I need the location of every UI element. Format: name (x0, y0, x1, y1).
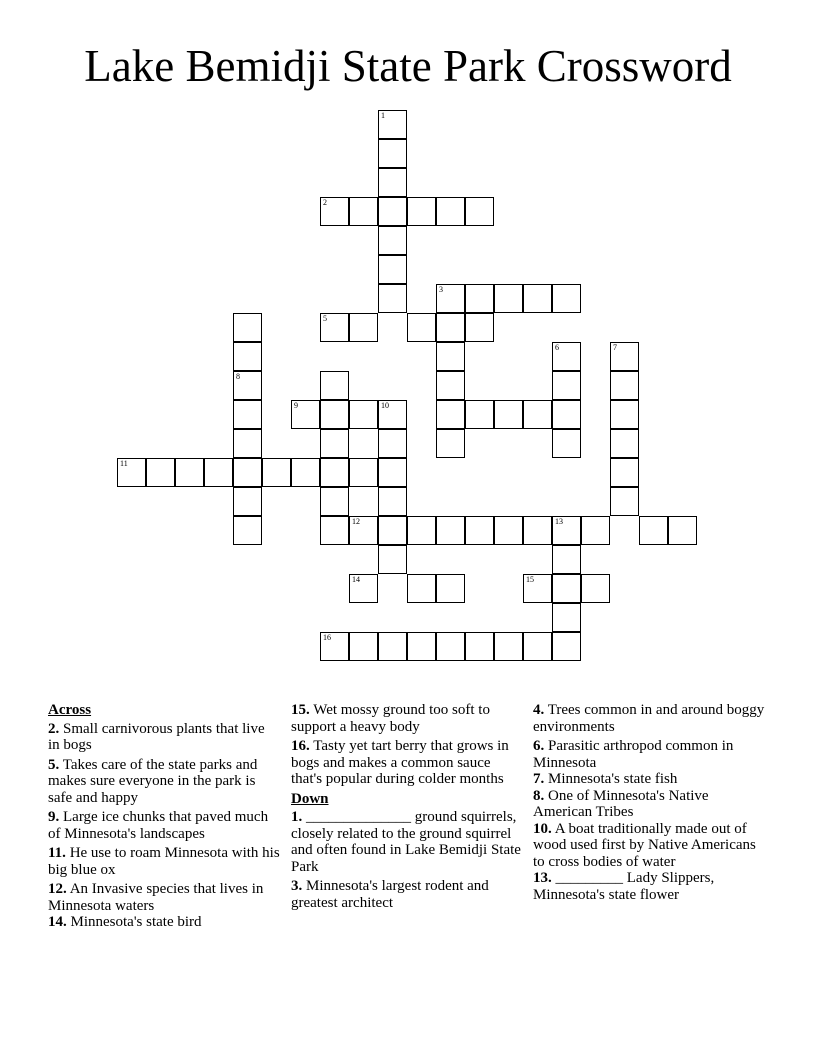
grid-cell[interactable] (610, 429, 639, 458)
grid-cell[interactable] (262, 458, 291, 487)
grid-cell[interactable] (523, 400, 552, 429)
grid-cell[interactable] (523, 516, 552, 545)
grid-cell[interactable] (291, 458, 320, 487)
grid-cell[interactable] (320, 429, 349, 458)
clue-down-7: 7. Minnesota's state fish (533, 771, 678, 787)
grid-cell[interactable] (494, 632, 523, 661)
clues-column-1 (48, 702, 280, 934)
grid-cell[interactable] (465, 284, 494, 313)
clue-across-14: 14. Minnesota's state bird (48, 914, 202, 930)
grid-cell[interactable] (378, 226, 407, 255)
clue-down-8: 8. One of Minnesota's Native American Tribes (533, 787, 709, 820)
clue-across-11: 11. He use to roam Minnesota with his big blue ox (48, 845, 280, 878)
grid-cell[interactable] (552, 371, 581, 400)
grid-cell[interactable] (320, 400, 349, 429)
grid-cell[interactable] (552, 284, 581, 313)
grid-cell[interactable] (233, 487, 262, 516)
clues-column-2 (291, 702, 523, 914)
grid-cell[interactable] (233, 458, 262, 487)
grid-cell[interactable] (349, 313, 378, 342)
grid-cell[interactable] (378, 429, 407, 458)
grid-cell[interactable] (233, 429, 262, 458)
grid-cell[interactable] (233, 516, 262, 545)
grid-cell[interactable] (436, 516, 465, 545)
grid-cell[interactable] (349, 516, 378, 545)
grid-cell[interactable] (494, 516, 523, 545)
down-heading: Down (291, 790, 329, 807)
grid-cell[interactable] (233, 371, 262, 400)
clue-number: 6 (555, 343, 559, 352)
grid-cell[interactable] (465, 516, 494, 545)
grid-cell[interactable] (233, 313, 262, 342)
grid-cell[interactable] (436, 632, 465, 661)
grid-cell[interactable] (436, 284, 465, 313)
grid-cell[interactable] (581, 516, 610, 545)
grid-cell[interactable] (465, 313, 494, 342)
grid-cell[interactable] (349, 632, 378, 661)
clue-across-15: 15. Wet mossy ground too soft to support a heavy body (291, 702, 490, 735)
grid-cell[interactable] (436, 197, 465, 226)
grid-cell[interactable] (552, 632, 581, 661)
clue-number: 12 (352, 517, 360, 526)
grid-cell[interactable] (320, 516, 349, 545)
clue-down-13: 13. _________ Lady Slippers, Minnesota's state flower (533, 870, 715, 903)
grid-cell[interactable] (378, 197, 407, 226)
grid-cell[interactable] (465, 632, 494, 661)
grid-cell[interactable] (552, 516, 581, 545)
grid-cell[interactable] (436, 342, 465, 371)
grid-cell[interactable] (436, 371, 465, 400)
grid-cell[interactable] (320, 371, 349, 400)
clue-number: 3 (439, 285, 443, 294)
clue-down-10: 10. A boat traditionally made out of wood used first by Native Americans to cross bodies of water (533, 820, 756, 870)
grid-cell[interactable] (465, 400, 494, 429)
grid-cell[interactable] (320, 458, 349, 487)
clue-number: 7 (613, 343, 617, 352)
grid-cell[interactable] (552, 429, 581, 458)
grid-cell[interactable] (494, 284, 523, 313)
clue-number: 5 (323, 314, 327, 323)
grid-cell[interactable] (668, 516, 697, 545)
grid-cell[interactable] (349, 400, 378, 429)
grid-cell[interactable] (523, 574, 552, 603)
clue-number: 9 (294, 401, 298, 410)
grid-cell[interactable] (320, 313, 349, 342)
grid-cell[interactable] (378, 458, 407, 487)
across-heading: Across (48, 702, 92, 718)
grid-cell[interactable] (233, 400, 262, 429)
grid-cell[interactable] (291, 400, 320, 429)
grid-cell[interactable] (378, 516, 407, 545)
grid-cell[interactable] (407, 574, 436, 603)
grid-cell[interactable] (465, 197, 494, 226)
clues-column-3 (533, 702, 765, 906)
grid-cell[interactable] (552, 574, 581, 603)
grid-cell[interactable] (552, 342, 581, 371)
grid-cell[interactable] (436, 429, 465, 458)
grid-cell[interactable] (581, 574, 610, 603)
grid-cell[interactable] (436, 400, 465, 429)
clue-number: 13 (555, 517, 563, 526)
grid-cell[interactable] (320, 197, 349, 226)
grid-cell[interactable] (349, 197, 378, 226)
grid-cell[interactable] (407, 313, 436, 342)
grid-cell[interactable] (407, 632, 436, 661)
clue-number: 15 (526, 575, 534, 584)
grid-cell[interactable] (552, 603, 581, 632)
grid-cell[interactable] (320, 487, 349, 516)
clue-down-4: 4. Trees common in and around boggy environments (533, 702, 765, 735)
grid-cell[interactable] (204, 458, 233, 487)
clue-down-1: 1. ______________ ground squirrels, closely related to the ground squirrel and often found in Lake Bemidji State Park (291, 809, 521, 875)
clue-down-3: 3. Minnesota's largest rodent and greatest architect (291, 878, 489, 911)
clue-number: 11 (120, 459, 128, 468)
grid-cell[interactable] (610, 400, 639, 429)
clue-number: 14 (352, 575, 360, 584)
grid-cell[interactable] (378, 545, 407, 574)
grid-cell[interactable] (146, 458, 175, 487)
grid-cell[interactable] (436, 574, 465, 603)
clue-number: 8 (236, 372, 240, 381)
clue-across-9: 9. Large ice chunks that paved much of Minnesota's landscapes (48, 809, 269, 842)
clue-across-2: 2. Small carnivorous plants that live in bogs (48, 720, 265, 753)
clue-number: 1 (381, 111, 385, 120)
grid-cell[interactable] (117, 458, 146, 487)
grid-cell[interactable] (320, 632, 349, 661)
page-title: Lake Bemidji State Park Crossword (84, 41, 732, 91)
clue-number: 10 (381, 401, 389, 410)
grid-cell[interactable] (407, 516, 436, 545)
grid-cell[interactable] (610, 458, 639, 487)
grid-cell[interactable] (349, 458, 378, 487)
grid-cell[interactable] (378, 168, 407, 197)
grid-cell[interactable] (494, 400, 523, 429)
clue-across-12: 12. An Invasive species that lives in Minnesota waters (48, 881, 264, 914)
grid-cell[interactable] (378, 632, 407, 661)
grid-cell[interactable] (349, 574, 378, 603)
grid-cell[interactable] (610, 487, 639, 516)
grid-cell[interactable] (378, 110, 407, 139)
grid-cell[interactable] (639, 516, 668, 545)
grid-cell[interactable] (523, 284, 552, 313)
clue-across-5: 5. Takes care of the state parks and makes sure everyone in the park is safe and happy (48, 756, 258, 806)
grid-cell[interactable] (552, 545, 581, 574)
clue-number: 2 (323, 198, 327, 207)
grid-cell[interactable] (610, 371, 639, 400)
grid-cell[interactable] (378, 255, 407, 284)
grid-cell[interactable] (378, 487, 407, 516)
grid-cell[interactable] (436, 313, 465, 342)
grid-cell[interactable] (407, 197, 436, 226)
grid-cell[interactable] (233, 342, 262, 371)
grid-cell[interactable] (523, 632, 552, 661)
clue-down-6: 6. Parasitic arthropod common in Minnesota (533, 738, 734, 771)
grid-cell[interactable] (552, 400, 581, 429)
clue-across-16: 16. Tasty yet tart berry that grows in bogs and makes a common sauce that's popular during colder months (291, 738, 509, 787)
grid-cell[interactable] (175, 458, 204, 487)
grid-cell[interactable] (610, 342, 639, 371)
grid-cell[interactable] (378, 400, 407, 429)
grid-cell[interactable] (378, 139, 407, 168)
grid-cell[interactable] (378, 284, 407, 313)
clue-number: 16 (323, 633, 331, 642)
